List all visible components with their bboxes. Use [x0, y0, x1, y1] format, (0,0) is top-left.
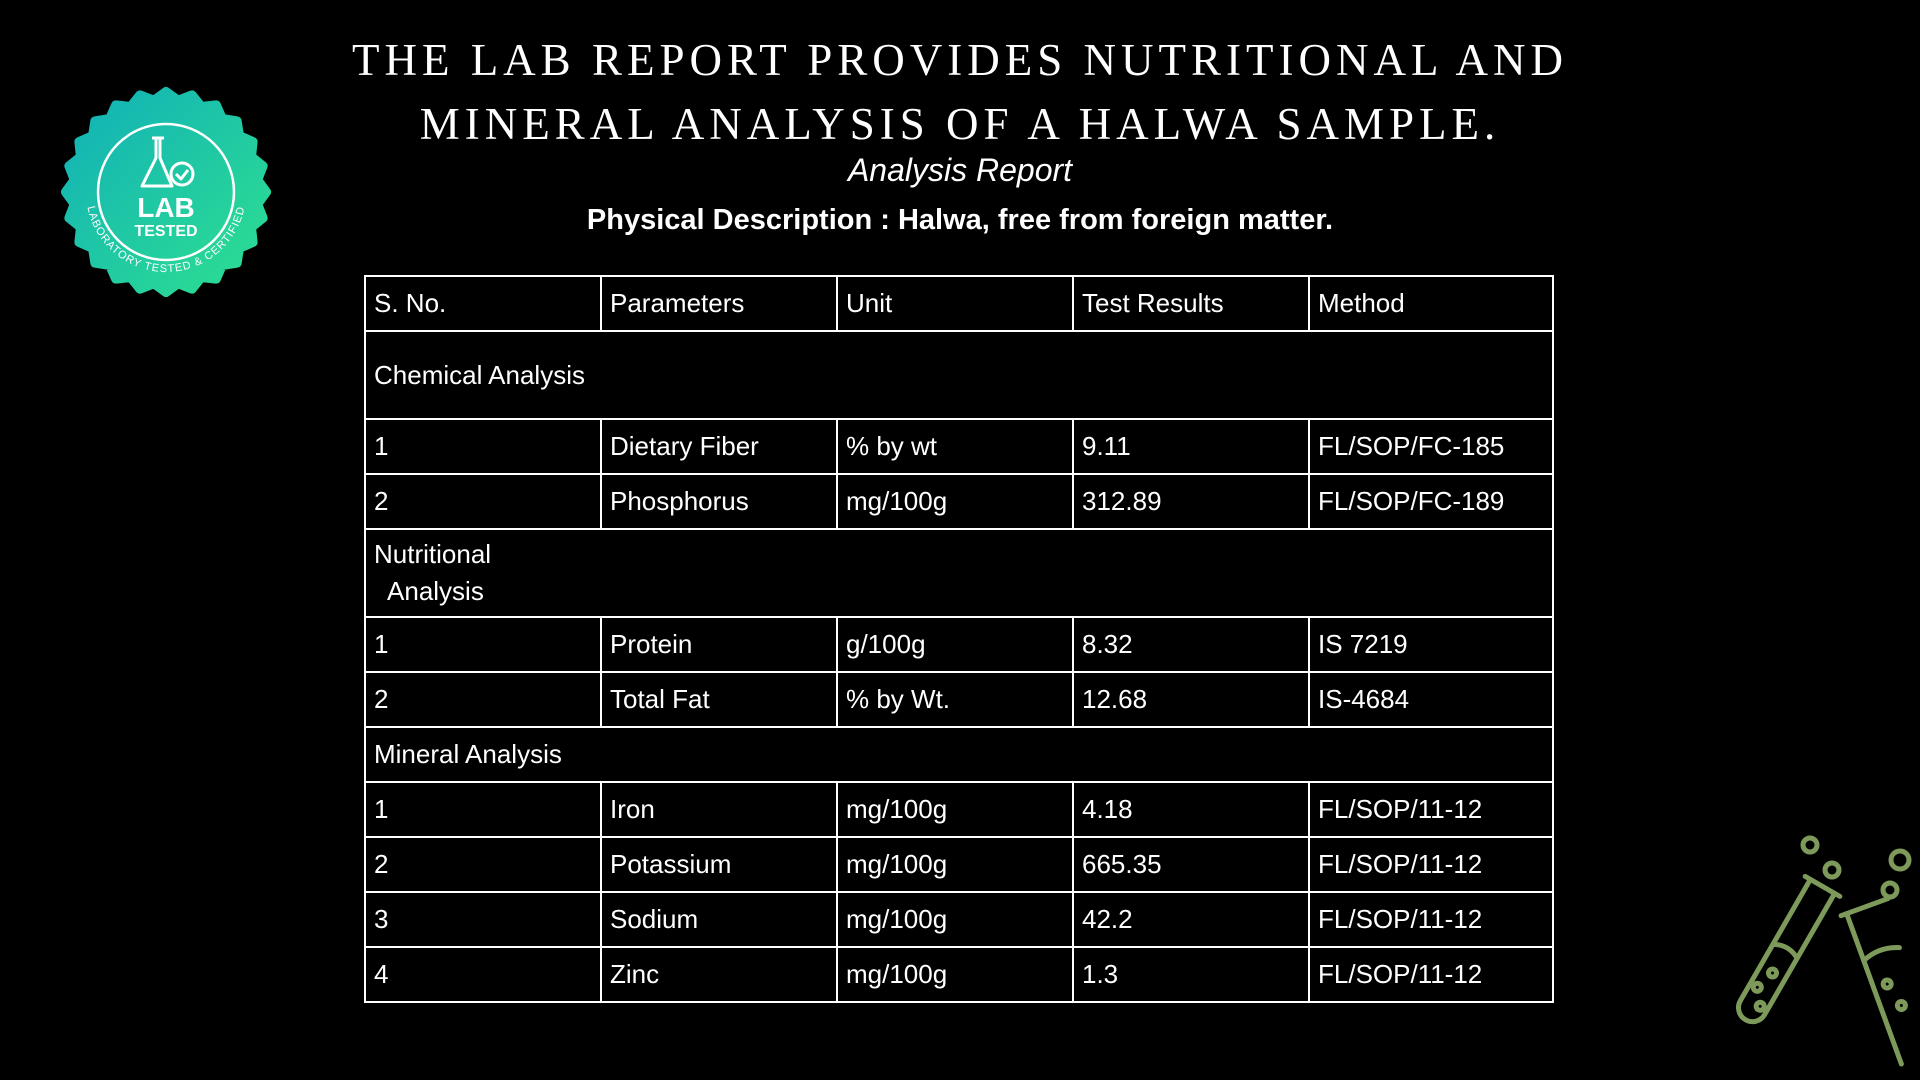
table-cell: % by Wt.: [837, 672, 1073, 727]
table-cell: Dietary Fiber: [601, 419, 837, 474]
table-cell: mg/100g: [837, 947, 1073, 1002]
table-cell: FL/SOP/11-12: [1309, 837, 1553, 892]
table-cell: 1: [365, 419, 601, 474]
table-cell: 4: [365, 947, 601, 1002]
column-header: Parameters: [601, 276, 837, 331]
table-row: [365, 837, 1553, 892]
table-cell: 9.11: [1073, 419, 1309, 474]
table-cell: g/100g: [837, 617, 1073, 672]
column-header: Test Results: [1073, 276, 1309, 331]
section-label: Nutritional Analysis: [365, 529, 1553, 617]
section-row: [365, 529, 1553, 617]
table-cell: 2: [365, 672, 601, 727]
table-cell: 12.68: [1073, 672, 1309, 727]
table-cell: Iron: [601, 782, 837, 837]
badge-ring-text: LABORATORY TESTED & CERTIFIED: [84, 204, 248, 276]
table-row: [365, 672, 1553, 727]
table-cell: FL/SOP/FC-189: [1309, 474, 1553, 529]
section-row: [365, 331, 1553, 419]
section-row: [365, 727, 1553, 782]
physical-description: Physical Description : Halwa, free from foreign matter.: [586, 204, 1334, 236]
badge-line2: TESTED: [134, 223, 198, 240]
table-row: [365, 782, 1553, 837]
table-cell: 312.89: [1073, 474, 1309, 529]
table-cell: 1.3: [1073, 947, 1309, 1002]
table-cell: Phosphorus: [601, 474, 837, 529]
table-cell: 2: [365, 474, 601, 529]
table-cell: 2: [365, 837, 601, 892]
table-cell: FL/SOP/11-12: [1309, 782, 1553, 837]
table-cell: IS-4684: [1309, 672, 1553, 727]
badge-line1: LAB: [137, 192, 195, 223]
table-cell: mg/100g: [837, 892, 1073, 947]
table-cell: 1: [365, 617, 601, 672]
section-label: Chemical Analysis: [365, 331, 1553, 419]
page-title-line2: MINERAL ANALYSIS OF A HALWA SAMPLE.: [419, 99, 1501, 149]
table-cell: Total Fat: [601, 672, 837, 727]
page-subtitle: Analysis Report: [847, 152, 1073, 188]
table-row: [365, 947, 1553, 1002]
analysis-table: [364, 275, 1554, 1003]
table-cell: 3: [365, 892, 601, 947]
table-cell: Zinc: [601, 947, 837, 1002]
table-cell: 4.18: [1073, 782, 1309, 837]
table-cell: FL/SOP/11-12: [1309, 947, 1553, 1002]
table-cell: Protein: [601, 617, 837, 672]
section-label: Mineral Analysis: [365, 727, 1553, 782]
page-title: [0, 28, 1920, 156]
column-header: S. No.: [365, 276, 601, 331]
table-header-row: [365, 276, 1553, 331]
column-header: Unit: [837, 276, 1073, 331]
table-cell: FL/SOP/FC-185: [1309, 419, 1553, 474]
table-cell: mg/100g: [837, 474, 1073, 529]
table-cell: mg/100g: [837, 837, 1073, 892]
table-cell: 8.32: [1073, 617, 1309, 672]
table-cell: % by wt: [837, 419, 1073, 474]
table-row: [365, 419, 1553, 474]
table-cell: 665.35: [1073, 837, 1309, 892]
table-row: [365, 892, 1553, 947]
table-cell: 42.2: [1073, 892, 1309, 947]
table-cell: Potassium: [601, 837, 837, 892]
page-title-line1: THE LAB REPORT PROVIDES NUTRITIONAL AND: [351, 35, 1569, 85]
column-header: Method: [1309, 276, 1553, 331]
table-cell: Sodium: [601, 892, 837, 947]
table-cell: FL/SOP/11-12: [1309, 892, 1553, 947]
table-row: [365, 474, 1553, 529]
test-tubes-icon: [1700, 830, 1920, 1080]
table-row: [365, 617, 1553, 672]
table-cell: 1: [365, 782, 601, 837]
table-cell: mg/100g: [837, 782, 1073, 837]
table-cell: IS 7219: [1309, 617, 1553, 672]
